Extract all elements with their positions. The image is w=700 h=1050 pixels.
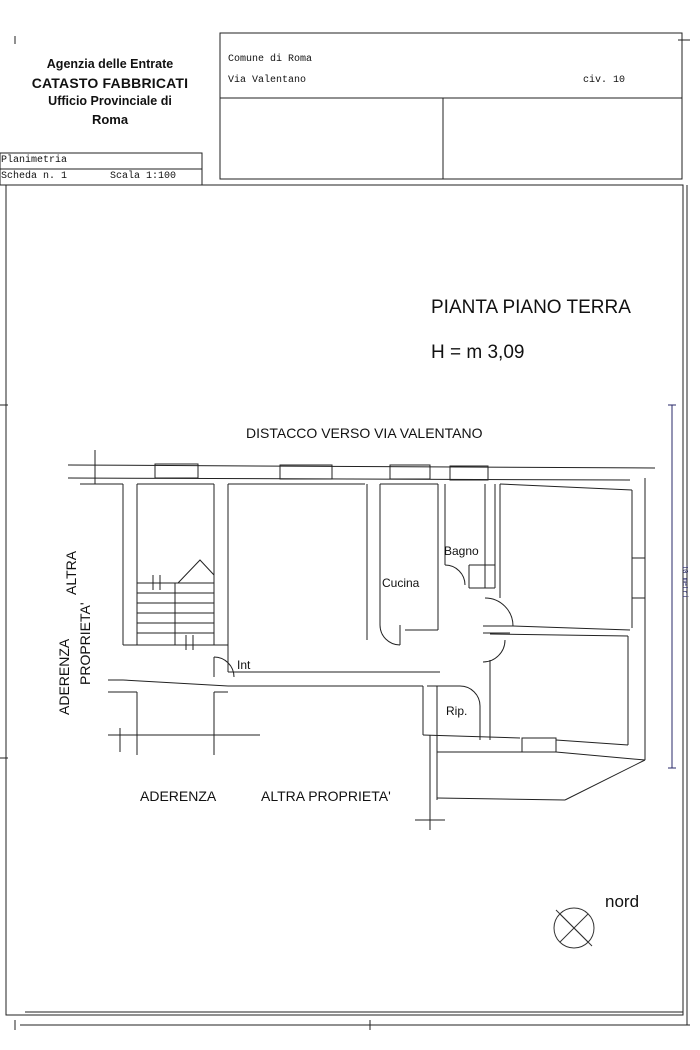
north-label: nord	[605, 892, 640, 911]
room-int: Int	[237, 658, 251, 672]
dimension-label: 10 metri	[680, 565, 688, 599]
scala-text: Scala 1:100	[110, 171, 177, 182]
dimension-line	[668, 405, 676, 768]
catasto-title: CATASTO FABBRICATI	[31, 75, 189, 91]
plan-title: PIANTA PIANO TERRA	[431, 297, 631, 318]
office-line: Ufficio Provinciale di	[48, 94, 172, 108]
north-arrow-icon	[554, 908, 594, 948]
agency-name: Agenzia delle Entrate	[46, 57, 174, 71]
aderenza-bottom-1: ADERENZA	[140, 788, 217, 804]
scheda-text: Scheda n. 1	[1, 171, 68, 182]
civico-text: civ. 10	[583, 75, 626, 86]
room-cucina: Cucina	[382, 576, 420, 590]
aderenza-bottom-2: ALTRA PROPRIETA'	[261, 788, 391, 804]
distacco-label: DISTACCO VERSO VIA VALENTANO	[246, 425, 483, 441]
aderenza-left-3: ADERENZA	[56, 638, 72, 715]
comune-text: Comune di Roma	[228, 54, 313, 65]
room-bagno: Bagno	[444, 544, 479, 558]
agency-block	[10, 56, 210, 129]
doc-type-text: Planimetria	[1, 155, 68, 166]
office-city: Roma	[91, 112, 129, 127]
plan-height: H = m 3,09	[431, 342, 525, 363]
room-rip: Rip.	[446, 704, 468, 718]
via-text: Via Valentano	[228, 75, 307, 86]
aderenza-left-2: PROPRIETA'	[77, 602, 93, 685]
aderenza-left-1: ALTRA	[63, 550, 79, 595]
